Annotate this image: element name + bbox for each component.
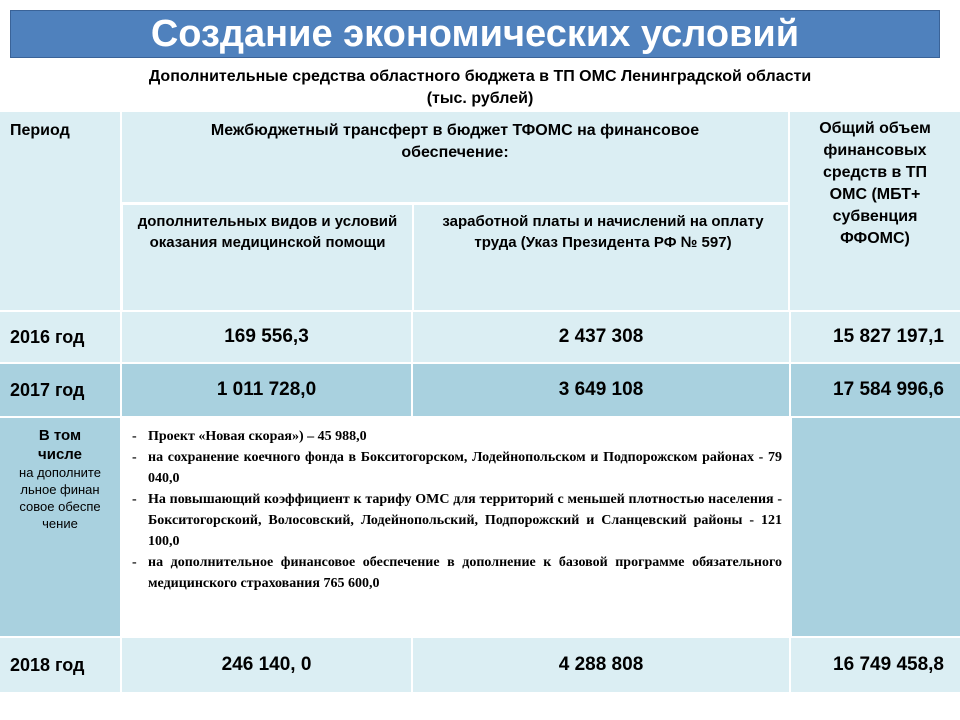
list-item: - Проект «Новая скорая») – 45 988,0 (128, 426, 782, 447)
row-2018-period: 2018 год (0, 638, 120, 692)
header-transfer-label: Межбюджетный трансферт в бюджет ТФОМС на финансовое обеспечение: (210, 122, 700, 161)
header-additional-label: дополнительных видов и условий оказания медицинской помощи (137, 213, 398, 251)
including-details (122, 418, 790, 636)
list-item: - на сохранение коечного фонда в Бокситогорском, Лодейнопольском и Подпорожском районах - 79 040,0 (128, 447, 782, 489)
row-2016-period: 2016 год (0, 312, 120, 362)
subtitle-line-1: Дополнительные средства областного бюджета в ТП ОМС Ленинградской области (148, 68, 812, 85)
header-salary (412, 203, 790, 310)
row-2018-salary: 4 288 808 (413, 638, 789, 692)
header-period-label: Период (10, 122, 70, 139)
including-label-rest: на дополнительное финансовое обеспечение (19, 465, 101, 531)
row-2018-total: 16 749 458,8 (791, 638, 960, 692)
header-transfer (122, 112, 788, 202)
row-2018-additional: 246 140, 0 (122, 638, 411, 692)
header-total-label: Общий объем финансовых средств в ТП ОМС (МБТ+ субвенция ФФОМС) (819, 120, 931, 247)
row-2017-period: 2017 год (0, 364, 120, 416)
header-total (790, 112, 960, 310)
header-period (0, 112, 120, 310)
row-2016-additional: 169 556,3 (122, 312, 411, 362)
row-2017-total: 17 584 996,6 (791, 364, 960, 416)
including-total-empty (792, 418, 960, 636)
row-2017-additional: 1 011 728,0 (122, 364, 411, 416)
including-label-bold: В том числе (38, 427, 82, 463)
header-additional (121, 203, 412, 310)
row-2016-salary: 2 437 308 (413, 312, 789, 362)
page-title: Создание экономических условий (10, 10, 940, 58)
row-2017-salary: 3 649 108 (413, 364, 789, 416)
subtitle (0, 66, 960, 110)
header-salary-label: заработной платы и начислений на оплату труда (Указ Президента РФ № 597) (442, 213, 764, 251)
subtitle-line-2: (тыс. рублей) (426, 90, 534, 107)
list-item: - На повышающий коэффициент к тарифу ОМС для территорий с меньшей плотностью населения - Бокситогорскоий, Волосовский, Лодейнопольский, Подпорожский и Сланцевский районы - 121 100,0 (128, 489, 782, 552)
including-label (0, 418, 120, 636)
list-item: - на дополнительное финансовое обеспечение в дополнение к базовой программе обязательного медицинского страхования 765 600,0 (128, 552, 782, 594)
including-list (128, 426, 782, 594)
row-2016-total: 15 827 197,1 (791, 312, 960, 362)
